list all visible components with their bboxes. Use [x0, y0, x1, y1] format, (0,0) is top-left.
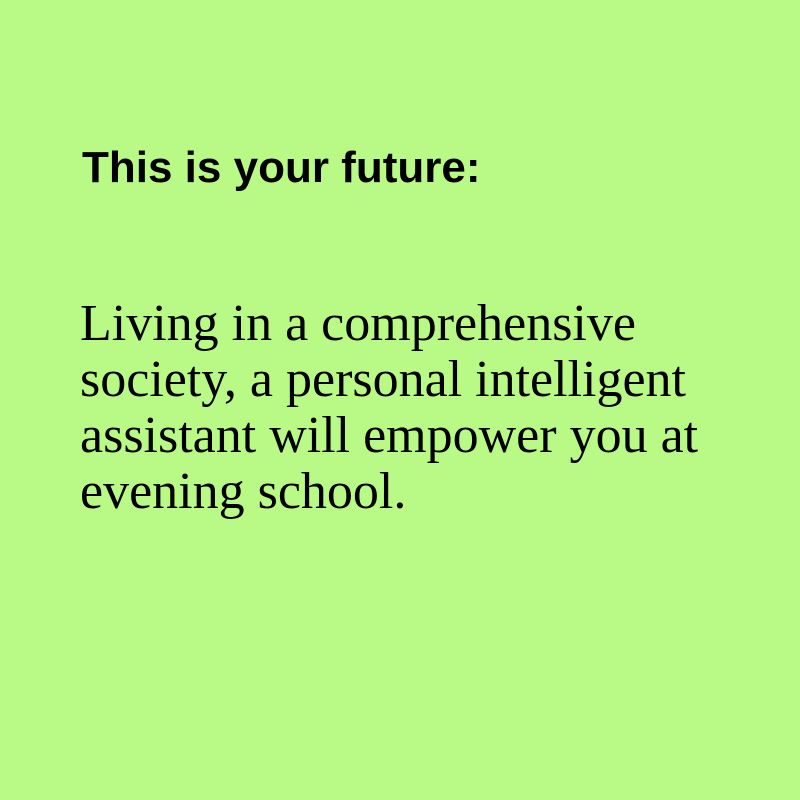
heading: This is your future:	[82, 143, 481, 192]
body-text: Living in a comprehensive society, a personal intelligent assistant will empower you at evening school.	[80, 295, 699, 520]
